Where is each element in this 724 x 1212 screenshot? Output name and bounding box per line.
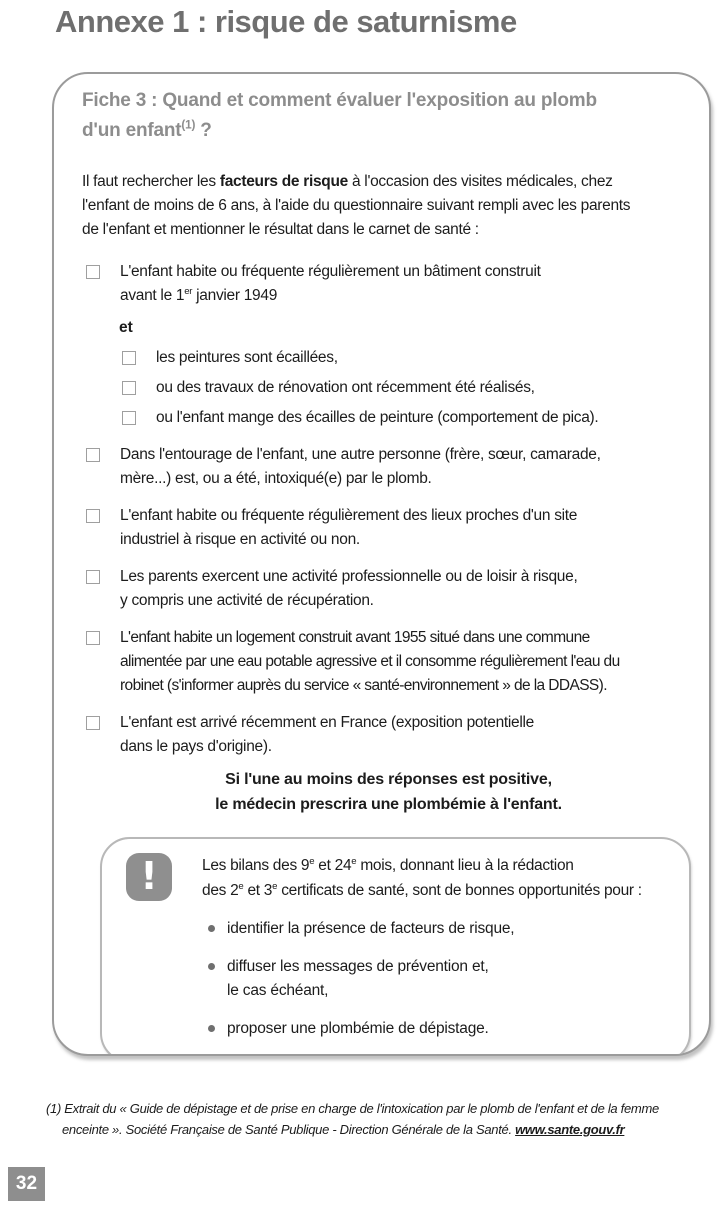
checkbox-icon [122, 411, 136, 425]
intro-line: de l'enfant et mentionner le résultat dans le carnet de santé : [82, 221, 479, 238]
bullet-item [208, 1017, 667, 1041]
checkbox-icon [86, 570, 100, 584]
info-box [100, 837, 691, 1056]
footnote-line: enceinte ». Société Française de Santé Publique - Direction Générale de la Santé. www.sante.gouv.fr [62, 1122, 625, 1137]
checklist-item [82, 711, 695, 759]
bullet-text [227, 917, 514, 941]
checklist-line: les peintures sont écaillées, [156, 349, 338, 366]
checkbox-icon [86, 265, 100, 279]
bullet-dot-icon [208, 1025, 215, 1032]
conclusion-text [82, 767, 695, 817]
conclusion-line: Si l'une au moins des réponses est positive, [225, 771, 552, 788]
bullet-line: identifier la présence de facteurs de risque, [227, 920, 515, 937]
conclusion-line: le médecin prescrira une plombémie à l'enfant. [215, 796, 562, 813]
checklist-item [82, 626, 695, 698]
page-number-badge: 32 [8, 1167, 45, 1201]
fiche-heading [82, 86, 695, 146]
checklist-item [82, 443, 695, 491]
checklist-line: ou l'enfant mange des écailles de peinture (comportement de pica). [156, 409, 599, 426]
checklist-line: L'enfant habite ou fréquente régulièrement un bâtiment construit [120, 263, 541, 280]
checkbox-icon [86, 509, 100, 523]
risk-checklist [82, 260, 695, 759]
footnote-line: (1) Extrait du « Guide de dépistage et de prise en charge de l'intoxication par le plomb de l'enfant et de la femme [46, 1101, 659, 1116]
footnote [46, 1098, 718, 1140]
checklist-item-text [120, 711, 534, 759]
footnote-link[interactable]: www.sante.gouv.fr [515, 1122, 625, 1137]
checklist-item-text [120, 504, 577, 552]
checklist-item-text [120, 260, 541, 308]
checklist-line: ou des travaux de rénovation ont récemment été réalisés, [156, 379, 535, 396]
bullet-item [208, 917, 667, 941]
bullet-dot-icon [208, 925, 215, 932]
checklist-line: Dans l'entourage de l'enfant, une autre personne (frère, sœur, camarade, [120, 446, 601, 463]
checklist-line: mère...) est, ou a été, intoxiqué(e) par le plomb. [120, 470, 432, 487]
exclamation-icon: ! [126, 853, 172, 901]
info-intro [202, 853, 667, 903]
checklist-item [82, 346, 695, 370]
checklist-line: L'enfant habite un logement construit avant 1955 situé dans une commune [120, 629, 590, 646]
bullet-line: diffuser les messages de prévention et, [227, 958, 489, 975]
info-bullet-list [202, 917, 667, 1041]
info-intro-line: Les bilans des 9e et 24e mois, donnant lieu à la rédaction [202, 855, 574, 874]
checklist-item-text [156, 406, 598, 430]
checklist-item-text [120, 443, 601, 491]
connector-line: et [119, 319, 133, 336]
checklist-line: avant le 1er janvier 1949 [120, 285, 278, 304]
checkbox-icon [86, 631, 100, 645]
checkbox-icon [122, 381, 136, 395]
connector-label [82, 316, 695, 340]
bullet-text [227, 1017, 489, 1041]
checklist-item-text [120, 626, 620, 698]
checklist-item-text [156, 376, 535, 400]
checklist-line: industriel à risque en activité ou non. [120, 531, 360, 548]
checkbox-icon [86, 716, 100, 730]
intro-line: l'enfant de moins de 6 ans, à l'aide du questionnaire suivant rempli avec les parents [82, 197, 631, 214]
checklist-item [82, 406, 695, 430]
checklist-line: L'enfant est arrivé récemment en France (exposition potentielle [120, 714, 534, 731]
page-title: Annexe 1 : risque de saturnisme [55, 4, 517, 39]
checklist-line: L'enfant habite ou fréquente régulièrement des lieux proches d'un site [120, 507, 578, 524]
checklist-line: Les parents exercent une activité professionnelle ou de loisir à risque, [120, 568, 578, 585]
intro-line: Il faut rechercher les facteurs de risque à l'occasion des visites médicales, chez [82, 173, 613, 190]
checklist-line: y compris une activité de récupération. [120, 592, 374, 609]
checklist-line: dans le pays d'origine). [120, 738, 272, 755]
intro-paragraph [82, 170, 695, 242]
fiche-box [52, 72, 711, 1056]
fiche-heading-line: d'un enfant$^{(1)}$ ? [82, 118, 212, 141]
bullet-dot-icon [208, 963, 215, 970]
checkbox-icon [86, 448, 100, 462]
info-intro-line: des 2e et 3e certificats de santé, sont de bonnes opportunités pour : [202, 880, 642, 899]
bullet-text [227, 955, 489, 1003]
bullet-line: le cas échéant, [227, 982, 329, 999]
checkbox-icon [122, 351, 136, 365]
checklist-line: robinet (s'informer auprès du service « santé-environnement » de la DDASS). [120, 677, 607, 694]
fiche-heading-line: Fiche 3 : Quand et comment évaluer l'exposition au plomb [82, 90, 597, 111]
checklist-item-text [120, 565, 577, 613]
checklist-item [82, 260, 695, 308]
checklist-item [82, 376, 695, 400]
bullet-item [208, 955, 667, 1003]
checklist-item [82, 565, 695, 613]
checklist-item-text [156, 346, 338, 370]
checklist-line: alimentée par une eau potable agressive et il consomme régulièrement l'eau du [120, 653, 620, 670]
bullet-line: proposer une plombémie de dépistage. [227, 1020, 489, 1037]
checklist-item [82, 504, 695, 552]
info-content [202, 853, 667, 1041]
